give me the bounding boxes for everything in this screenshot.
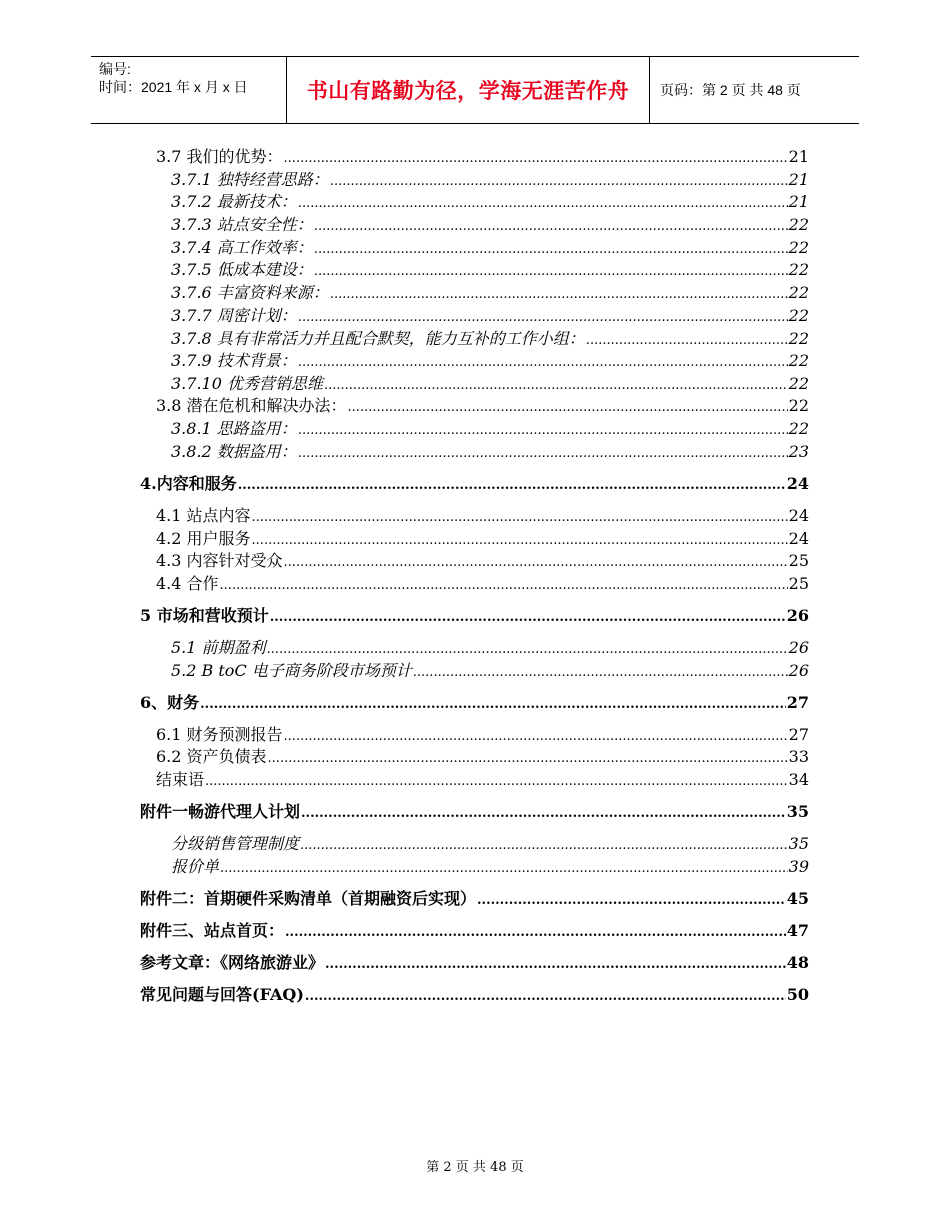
toc-entry[interactable] <box>171 237 809 259</box>
toc-entry[interactable] <box>140 920 809 942</box>
toc-entry-page: 22 <box>788 374 809 393</box>
toc-entry-title: 3.7.5 低成本建设： <box>171 260 313 279</box>
toc-entry-title: 常见问题与回答(FAQ) <box>140 985 304 1004</box>
toc-dot-leader <box>270 607 786 629</box>
toc-dot-leader <box>298 420 788 442</box>
toc-entry-title: 4.1 站点内容 <box>156 506 251 525</box>
toc-entry-title: 3.7.4 高工作效率： <box>171 238 313 257</box>
document-number-label: 编号: <box>99 61 131 77</box>
toc-entry[interactable] <box>171 214 809 236</box>
toc-entry[interactable] <box>171 282 809 304</box>
toc-entry[interactable] <box>140 692 809 714</box>
toc-dot-leader <box>314 239 788 261</box>
toc-entry[interactable] <box>171 660 809 682</box>
toc-entry-title: 4.2 用户服务 <box>156 529 251 548</box>
toc-dot-leader <box>252 530 788 552</box>
toc-entry-title: 4.4 合作 <box>156 574 219 593</box>
toc-entry-page: 26 <box>788 661 809 680</box>
toc-entry-title: 5.1 前期盈利 <box>171 638 266 657</box>
toc-entry-page: 50 <box>786 985 809 1004</box>
toc-dot-leader <box>284 552 788 574</box>
toc-entry-title: 附件二：首期硬件采购清单（首期融资后实现） <box>140 889 477 908</box>
toc-entry[interactable] <box>156 573 809 595</box>
toc-entry-title: 附件三、站点首页： <box>140 921 285 940</box>
toc-dot-leader <box>314 216 788 238</box>
toc-entry-title: 6.2 资产负债表 <box>156 747 267 766</box>
toc-entry-page: 22 <box>788 396 809 415</box>
toc-entry-page: 27 <box>786 693 809 712</box>
toc-entry-page: 21 <box>788 192 809 211</box>
toc-entry[interactable] <box>171 259 809 281</box>
toc-entry[interactable] <box>156 746 809 768</box>
toc-entry-title: 参考文章：《网络旅游业》 <box>140 953 325 972</box>
toc-entry[interactable] <box>171 305 809 327</box>
toc-entry-page: 22 <box>788 419 809 438</box>
toc-entry-title: 3.7.1 独特经营思路： <box>171 170 329 189</box>
toc-entry-title: 3.7.8 具有非常活力并且配合默契，能力互补的工作小组： <box>171 329 585 348</box>
toc-entry-title: 3.7.3 站点安全性： <box>171 215 313 234</box>
toc-entry-page: 35 <box>788 834 809 853</box>
toc-entry-title: 3.7.9 技术背景： <box>171 351 297 370</box>
toc-entry[interactable] <box>156 528 809 550</box>
page-footer: 第 2 页 共 48 页 <box>426 1160 524 1175</box>
toc-entry-title: 3.7.2 最新技术： <box>171 192 297 211</box>
toc-entry-page: 22 <box>788 260 809 279</box>
toc-dot-leader <box>348 397 788 419</box>
toc-dot-leader <box>205 771 788 793</box>
toc-entry-page: 47 <box>786 921 809 940</box>
toc-entry-page: 26 <box>786 606 809 625</box>
toc-entry-page: 26 <box>788 638 809 657</box>
toc-entry-page: 24 <box>788 506 809 525</box>
toc-entry-title: 6.1 财务预测报告 <box>156 725 283 744</box>
toc-entry[interactable] <box>140 952 809 974</box>
toc-dot-leader <box>298 443 788 465</box>
toc-entry[interactable] <box>156 395 809 417</box>
toc-entry[interactable] <box>156 146 809 168</box>
toc-entry-title: 报价单 <box>171 857 220 876</box>
toc-dot-leader <box>477 890 786 912</box>
toc-dot-leader <box>200 694 786 716</box>
toc-dot-leader <box>267 639 788 661</box>
toc-entry[interactable] <box>156 505 809 527</box>
toc-entry[interactable] <box>156 724 809 746</box>
toc-entry[interactable] <box>171 418 809 440</box>
toc-entry-page: 34 <box>788 770 809 789</box>
toc-dot-leader <box>284 148 788 170</box>
toc-entry[interactable] <box>171 441 809 463</box>
toc-dot-leader <box>285 922 786 944</box>
toc-entry[interactable] <box>156 550 809 572</box>
toc-entry-page: 25 <box>788 551 809 570</box>
toc-entry-title: 5 市场和营收预计 <box>140 606 269 625</box>
toc-entry-title: 3.8.2 数据盗用： <box>171 442 297 461</box>
toc-dot-leader <box>220 575 788 597</box>
toc-dot-leader <box>301 803 786 825</box>
toc-entry[interactable] <box>140 473 809 495</box>
toc-entry-title: 3.7.6 丰富资料来源： <box>171 283 329 302</box>
toc-entry-page: 33 <box>788 747 809 766</box>
toc-entry-page: 22 <box>788 306 809 325</box>
toc-entry-page: 22 <box>788 283 809 302</box>
toc-entry-title: 3.7.10 优秀营销思维 <box>171 374 323 393</box>
toc-dot-leader <box>305 986 786 1008</box>
header-motto: 书山有路勤为径，学海无涯苦作舟 <box>306 79 630 103</box>
toc-entry[interactable] <box>140 984 809 1006</box>
toc-dot-leader <box>324 375 788 397</box>
toc-entry[interactable] <box>171 328 809 350</box>
toc-dot-leader <box>268 748 788 770</box>
toc-dot-leader <box>330 171 788 193</box>
toc-dot-leader <box>325 954 786 976</box>
toc-entry-page: 24 <box>786 474 809 493</box>
toc-entry[interactable] <box>140 801 809 823</box>
toc-entry-page: 24 <box>788 529 809 548</box>
toc-entry-page: 22 <box>788 329 809 348</box>
toc-entry-title: 5.2 B toC 电子商务阶段市场预计 <box>171 661 412 680</box>
toc-entry-page: 27 <box>788 725 809 744</box>
toc-entry-title: 3.7.7 周密计划： <box>171 306 297 325</box>
toc-entry[interactable] <box>140 888 809 910</box>
toc-entry-title: 结束语 <box>156 770 205 789</box>
toc-dot-leader <box>314 261 788 283</box>
toc-entry[interactable] <box>171 373 809 395</box>
toc-entry-page: 35 <box>786 802 809 821</box>
toc-entry-page: 48 <box>786 953 809 972</box>
toc-dot-leader <box>300 835 788 857</box>
toc-entry[interactable] <box>171 350 809 372</box>
toc-entry[interactable] <box>171 833 809 855</box>
toc-entry-page: 22 <box>788 351 809 370</box>
toc-entry-title: 6、财务 <box>140 693 200 712</box>
toc-dot-leader <box>586 330 788 352</box>
toc-entry-page: 45 <box>786 889 809 908</box>
toc-entry-title: 3.7 我们的优势： <box>156 147 283 166</box>
document-time-label: 时间：2021 年 x 月 x 日 <box>99 79 248 95</box>
toc-entry-title: 3.8 潜在危机和解决办法： <box>156 396 347 415</box>
toc-entry-page: 25 <box>788 574 809 593</box>
toc-entry-page: 22 <box>788 215 809 234</box>
toc-entry[interactable] <box>171 637 809 659</box>
toc-dot-leader <box>330 284 788 306</box>
toc-dot-leader <box>238 475 786 497</box>
toc-dot-leader <box>298 193 788 215</box>
toc-entry-page: 21 <box>788 170 809 189</box>
toc-entry-title: 4.3 内容针对受众 <box>156 551 283 570</box>
toc-entry-page: 23 <box>788 442 809 461</box>
toc-entry[interactable] <box>171 856 809 878</box>
toc-dot-leader <box>298 307 788 329</box>
toc-dot-leader <box>413 662 788 684</box>
toc-entry[interactable] <box>156 769 809 791</box>
header-page-number: 页码：第 2 页 共 48 页 <box>660 82 801 98</box>
toc-entry-title: 3.8.1 思路盗用： <box>171 419 297 438</box>
toc-entry-title: 4.内容和服务 <box>140 474 237 493</box>
toc-dot-leader <box>252 507 788 529</box>
toc-entry-title: 分级销售管理制度 <box>171 834 300 853</box>
toc-entry[interactable] <box>171 191 809 213</box>
toc-entry-page: 21 <box>788 147 809 166</box>
toc-entry-title: 附件一畅游代理人计划 <box>140 802 301 821</box>
toc-dot-leader <box>298 352 788 374</box>
toc-entry[interactable] <box>171 169 809 191</box>
toc-entry-page: 22 <box>788 238 809 257</box>
toc-entry-page: 39 <box>788 857 809 876</box>
toc-dot-leader <box>284 726 788 748</box>
toc-dot-leader <box>220 858 788 880</box>
toc-entry[interactable] <box>140 605 809 627</box>
